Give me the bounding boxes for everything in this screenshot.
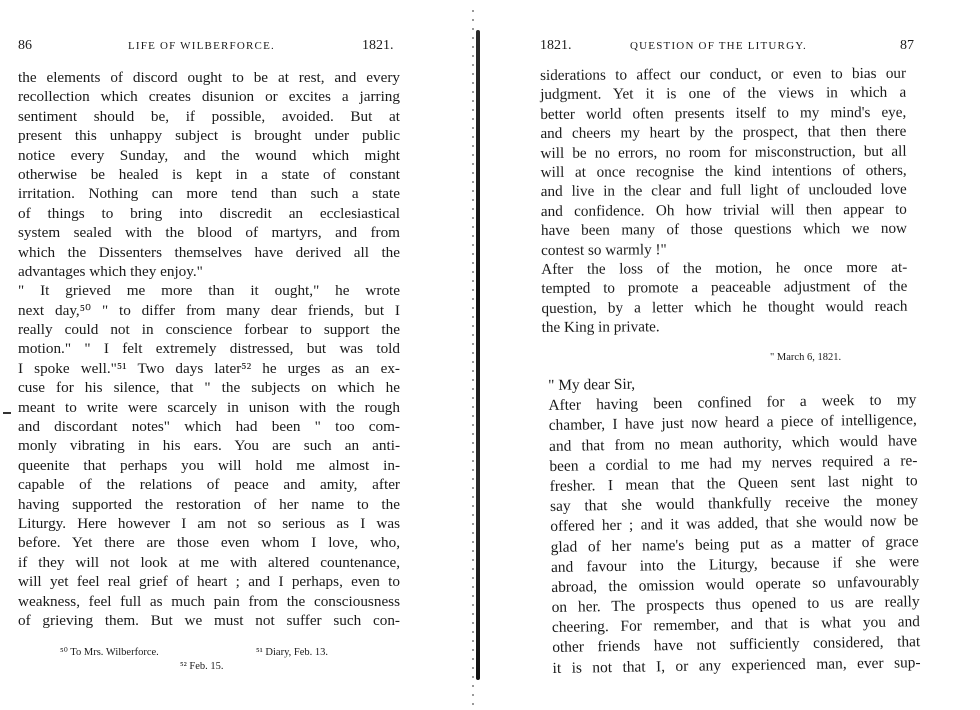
right-running-title: QUESTION OF THE LITURGY. (630, 40, 807, 52)
right-page-number: 87 (900, 38, 914, 53)
right-page-year: 1821. (540, 38, 572, 53)
text-line: cuse for his silence, that " the subjects on which he (18, 379, 400, 397)
text-line: system sealed with the blood of martyrs, and from (18, 224, 400, 242)
text-line: advantages which they enjoy." (18, 262, 203, 280)
text-line: recollection which creates disunion or excites a jarring (18, 88, 400, 106)
text-line: been a cordial to me had my nerves required a re- (549, 451, 918, 475)
text-line: queenite that perhaps you will hold me almost in- (18, 456, 400, 474)
text-line: next day,⁵⁰ " to differ from many dear friends, but I (18, 301, 400, 319)
left-page-header (0, 38, 470, 58)
left-page (0, 0, 470, 705)
left-page-number: 86 (18, 38, 32, 53)
text-line: will be no errors, no room for misconstruction, but all (540, 142, 907, 162)
text-line: contest so warmly !" (541, 240, 667, 259)
text-line: I spoke well."⁵¹ Two days later⁵² he urges as an ex- (18, 359, 400, 377)
text-line: really could not in conscience forbear to support the (18, 321, 400, 339)
text-line: and live in the clear and full light of unclouded love (540, 181, 907, 201)
text-line: and cheers my heart by the prospect, that then there (540, 122, 907, 143)
text-line: and that from no mean authority, which would have (548, 431, 918, 455)
text-line: notice every Sunday, and the wound which might (18, 146, 400, 164)
text-line: it is not that I, or any experienced man, ever sup- (552, 653, 921, 677)
text-line: and confidence. Oh how trivial will then appear to (540, 200, 907, 220)
text-line: irritation. Nothing can more tend than such a state (18, 185, 400, 203)
letter-text (548, 370, 921, 679)
text-line: present this unhappy subject is brought under public (18, 127, 400, 145)
text-line: weakness, feel full as much pain from the consciousness (18, 592, 400, 610)
text-line: offered her ; and it was added, that she would now be (550, 512, 919, 536)
text-line: capable of the relations of peace and amity, after (18, 476, 400, 494)
text-line: siderations to affect our conduct, or even to bias our (540, 64, 907, 84)
text-line: having supported the restoration of her name to the (18, 495, 400, 513)
text-line: abroad, the omission would operate so unfavourably (551, 573, 920, 596)
text-line: chamber, I have just now heard a piece of intelligence, (548, 411, 917, 435)
text-line: of grieving them. But we must not suffer such con- (18, 611, 400, 629)
left-running-title: LIFE OF WILBERFORCE. (128, 40, 275, 52)
text-line: and favour into the Liturgy, because if she were (550, 552, 920, 576)
text-line: before. Yet there are those even whom I love, who, (18, 534, 400, 552)
left-body-text (18, 68, 400, 630)
footnote-50: ⁵⁰ To Mrs. Wilberforce. (60, 647, 159, 658)
text-line: tempted to promote a peaceable adjustment of the (541, 278, 908, 298)
text-line: and discordant notes" which had been " too com- (18, 418, 400, 436)
text-line: otherwise be healed is kept in a state of constant (18, 165, 400, 183)
right-page-header (480, 38, 980, 58)
text-line: which the Dissenters themselves have derived all the (18, 243, 400, 261)
text-line: sentiment should be, if possible, avoided. But at (18, 107, 400, 125)
text-line: on her. The prospects thus opened to us are really (551, 593, 920, 617)
text-line: Liturgy. Here however I am not so serious as I was (18, 514, 400, 532)
right-page (480, 0, 980, 705)
text-line: glad of her name's being put as a matter of grace (550, 532, 919, 556)
text-line: motion." " I felt extremely distressed, but was told (18, 340, 400, 358)
text-line: will yet feel real grief of heart ; and I perhaps, even to (18, 573, 400, 591)
text-line: of things to bring into discredit an ecclesiastical (18, 204, 400, 222)
text-line: better world often presents itself to my mind's eye, (540, 103, 907, 123)
text-line: cheering. For remember, and that is what you and (551, 613, 921, 637)
text-line: will at once recognise the kind intentions of others, (540, 161, 907, 181)
text-line: the King in private. (541, 318, 660, 337)
text-line: After the loss of the motion, he once more at- (541, 258, 908, 278)
text-line: meant to write were scarcely in unison with the rough (18, 398, 400, 416)
letter-salutation: " My dear Sir, (548, 375, 636, 394)
text-line: if they will not look at me with altered countenance, (18, 553, 400, 571)
footnote-51: ⁵¹ Diary, Feb. 13. (256, 647, 329, 658)
text-line: monly vibrating in his ears. You are such an anti- (18, 437, 400, 455)
text-line: judgment. Yet it is one of the views in which a (540, 84, 907, 104)
letter-dateline: " March 6, 1821. (770, 352, 842, 363)
text-line: fresher. I mean that the Queen sent last night to (549, 472, 918, 495)
margin-mark (3, 412, 11, 414)
footnote-52: ⁵² Feb. 15. (180, 661, 224, 672)
text-line: question, by a letter which he thought would reach (541, 297, 908, 317)
text-line: the elements of discord ought to be at rest, and every (18, 69, 400, 86)
text-line: After having been confined for a week to my (548, 391, 917, 415)
gutter-shadow (472, 10, 474, 710)
text-line: other friends have not sufficiently considered, that (552, 633, 921, 657)
text-line: say that she would thankfully receive the money (549, 492, 919, 516)
text-line: " It grieved me more than it ought," he wrote (18, 282, 400, 300)
text-line: have been many of those questions which we now (540, 219, 908, 240)
left-page-year: 1821. (362, 38, 394, 53)
right-body-text (540, 64, 908, 338)
